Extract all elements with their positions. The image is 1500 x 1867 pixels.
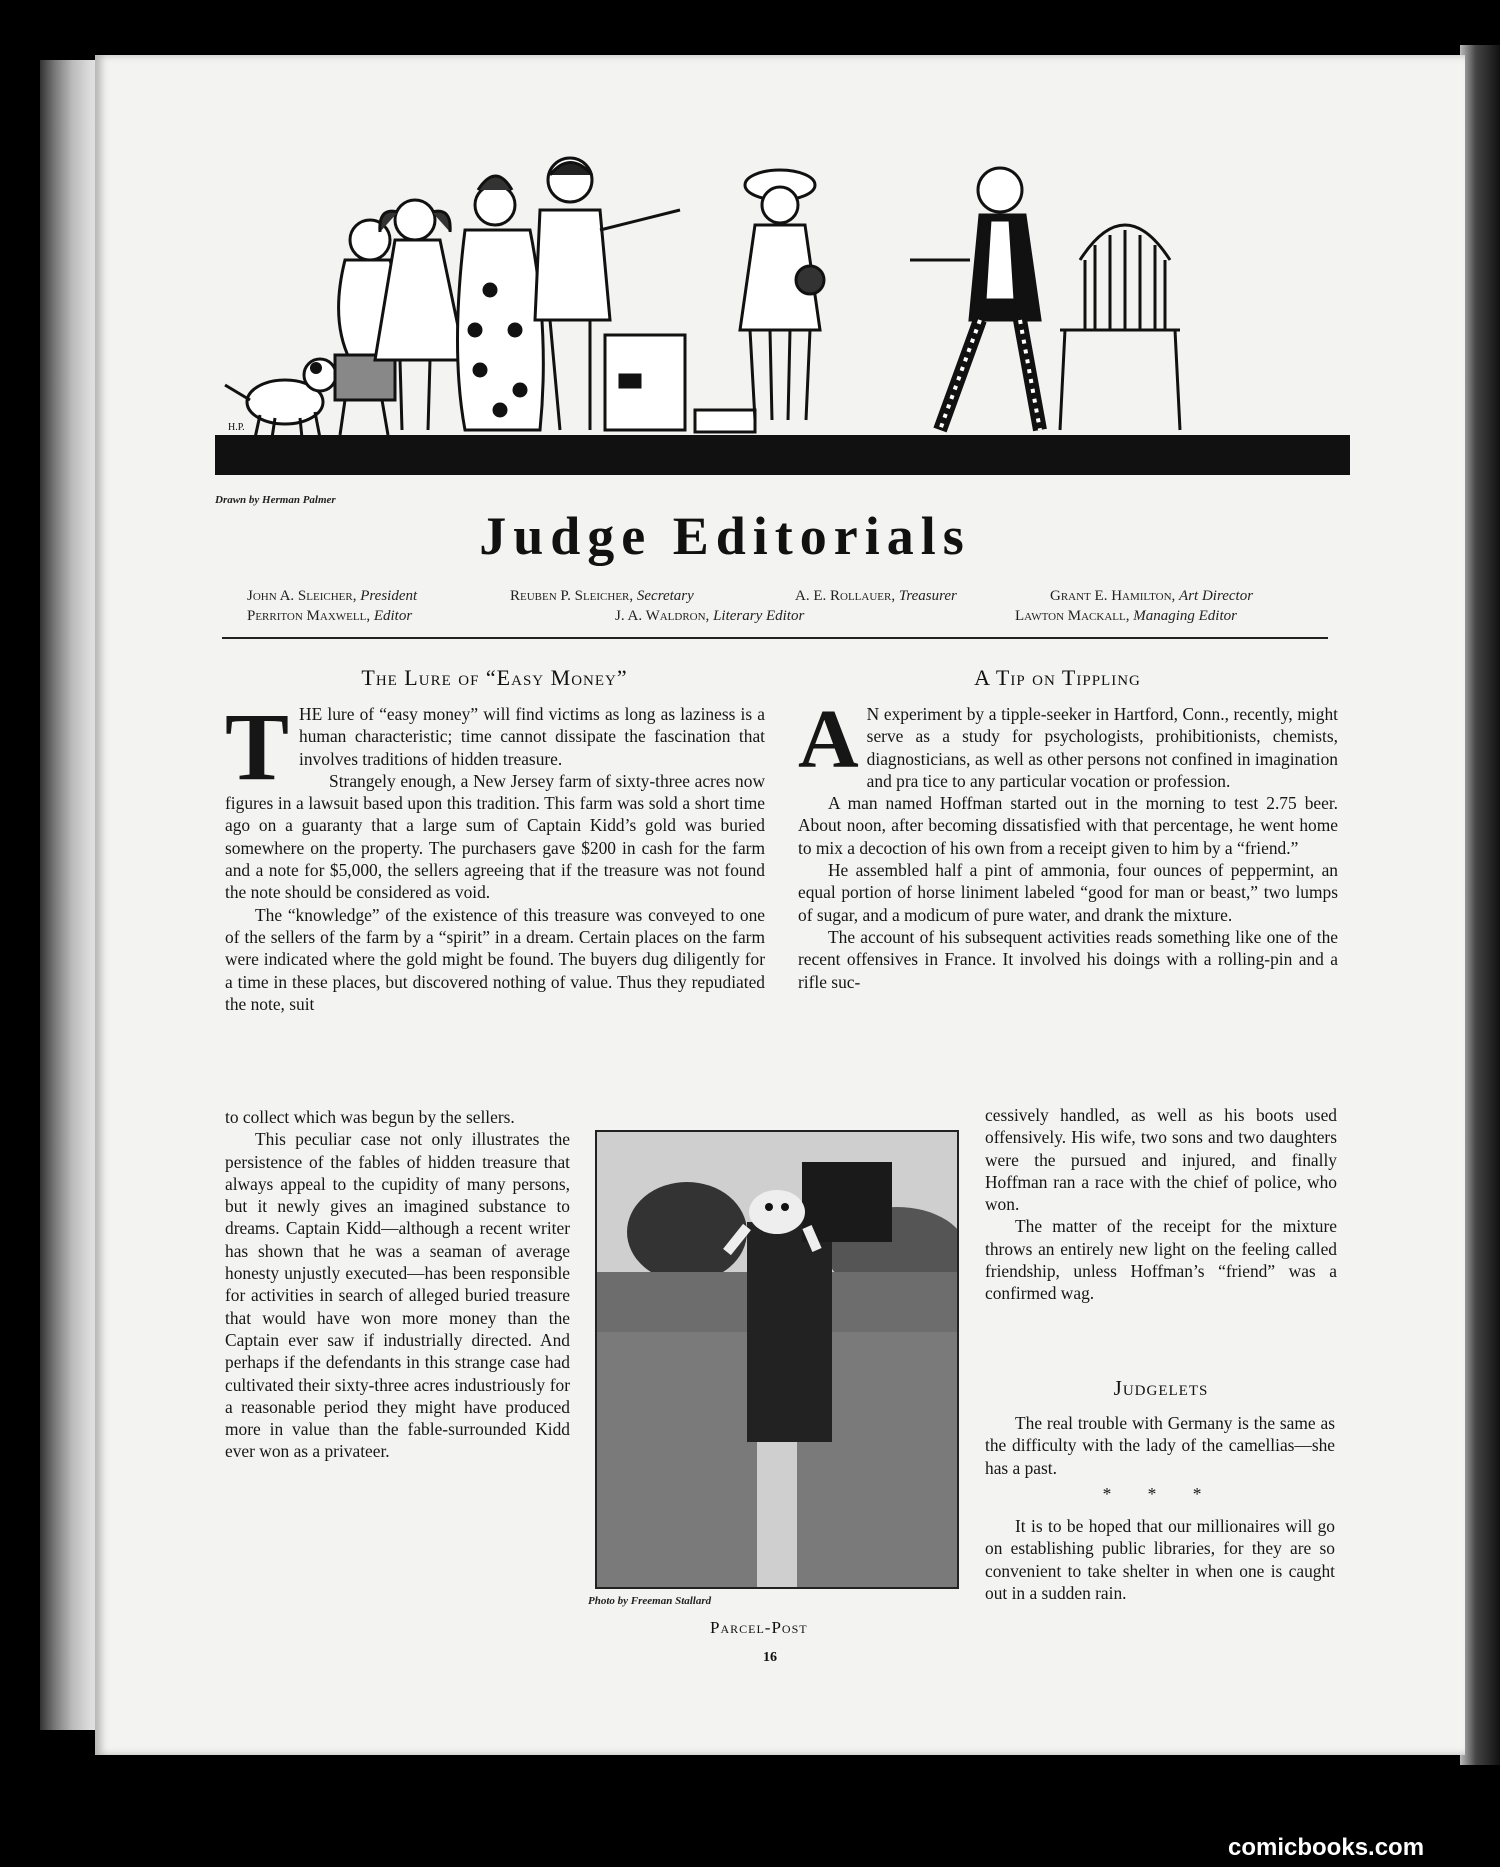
drop-cap: T	[225, 693, 290, 800]
header-rule	[222, 637, 1328, 639]
paragraph: cessively handled, as well as his boots used offensively. His wife, two sons and two daughters were the pursued and injured, and finally Hoffman ran a race with the chief of police, who won.	[985, 1105, 1337, 1215]
left-article-heading: The Lure of “Easy Money”	[361, 665, 628, 690]
illustrator-signature: H.P.	[228, 422, 245, 433]
judgelets-body	[985, 1412, 1335, 1604]
staff-entry: Perriton Maxwell, Editor	[247, 608, 413, 624]
paragraph: N experiment by a tipple-seeker in Hartford, Conn., recently, might serve as a study for psychologists, prohibitionists, chemists, diagnosticians, as well as other persons not confined in imagination and pra tice to any particular vocation or profession.	[866, 704, 1338, 791]
staff-entry: Lawton Mackall, Managing Editor	[1015, 608, 1237, 624]
photo-caption: Parcel-Post	[710, 1618, 808, 1637]
staff-entry: Grant E. Hamilton, Art Director	[1050, 588, 1254, 604]
parcel-post-photo	[595, 1130, 959, 1589]
paragraph: This peculiar case not only illustrates the persistence of the fables of hidden treasure that always appeal to the cupidity of many persons, but it newly gives an imagined substance to dreams. Captain Kidd—although a recent writer has shown that he was a seaman of average honesty unjustly executed—has been responsible for activities in search of alleged buried treasure that would have won more money than the Captain ever saw if industrially directed. And perhaps if the defendants in this strange case had cultivated their sixty-three acres industriously for a reasonable period they might have produced more in value than the fable-surrounded Kidd ever won as a privateer.	[225, 1129, 570, 1462]
paragraph: Strangely enough, a New Jersey farm of sixty-three acres now figures in a lawsuit based upon this tradition. This farm was sold a short time ago on a guaranty that a large sum of Captain Kidd’s gold was buried somewhere on the property. The purchasers gave $200 in cash for the farm and a note for $5,000, the sellers agreeing that if the treasure was not found the note should be considered as void.	[225, 770, 765, 903]
illustration-credit: Drawn by Herman Palmer	[215, 494, 336, 506]
paragraph: It is to be hoped that our millionaires will go on establishing public libraries, for they are so convenient to take shelter in when one is caught out in a sudden rain.	[985, 1516, 1335, 1604]
paragraph: He assembled half a pint of ammonia, four ounces of peppermint, an equal portion of horse liniment labeled “good for man or beast,” two lumps of sugar, and a modicum of pure water, and drank the mixture.	[798, 860, 1338, 925]
staff-entry: J. A. Waldron, Literary Editor	[615, 608, 805, 624]
section-separator: * * *	[1102, 1483, 1218, 1504]
right-article-body-lower	[985, 1104, 1337, 1305]
photo-credit: Photo by Freeman Stallard	[588, 1595, 712, 1607]
page-edge-right	[1460, 45, 1500, 1765]
judgelets-heading: Judgelets	[1113, 1376, 1209, 1400]
header-cartoon-illustration	[120, 130, 1350, 475]
right-article-body	[798, 693, 1338, 993]
site-watermark: comicbooks.com	[1228, 1834, 1425, 1861]
paragraph: The matter of the receipt for the mixture throws an entirely new light on the feeling called friendship, unless Hoffman’s “friend” was a confirmed wag.	[985, 1216, 1337, 1304]
paragraph: The “knowledge” of the existence of this treasure was conveyed to one of the sellers of the farm by a “spirit” in a dream. Certain places on the farm were indicated where the gold might be found. The buyers dug diligently for a time in these places, but discovered nothing of value. Thus they repudiated the note, suit	[225, 904, 765, 1014]
right-article-heading: A Tip on Tippling	[974, 665, 1141, 690]
staff-entry: John A. Sleicher, President	[247, 588, 418, 604]
staff-entry: Reuben P. Sleicher, Secretary	[510, 588, 694, 604]
left-article-body-lower	[225, 1106, 570, 1463]
paragraph: A man named Hoffman started out in the morning to test 2.75 beer. About noon, after becoming dissatisfied with that percentage, he went home to mix a decoction of his own from a receipt given to him by a “friend.”	[798, 793, 1338, 858]
paragraph: to collect which was begun by the sellers.	[225, 1107, 515, 1127]
staff-entry: A. E. Rollauer, Treasurer	[795, 588, 957, 604]
page-number: 16	[763, 1650, 777, 1665]
paragraph: HE lure of “easy money” will find victims as long as laziness is a human characteristic; time cannot dissipate the fascination that involves traditions of hidden treasure.	[299, 704, 765, 769]
paragraph: The real trouble with Germany is the same as the difficulty with the lady of the camellias—she has a past.	[985, 1413, 1335, 1478]
left-article-body	[225, 693, 765, 1015]
paragraph: The account of his subsequent activities reads something like one of the recent offensives in France. It involved his doings with a rolling-pin and a rifle suc-	[798, 926, 1338, 992]
page-title: Judge Editorials	[479, 506, 971, 566]
drop-cap: A	[798, 693, 859, 786]
